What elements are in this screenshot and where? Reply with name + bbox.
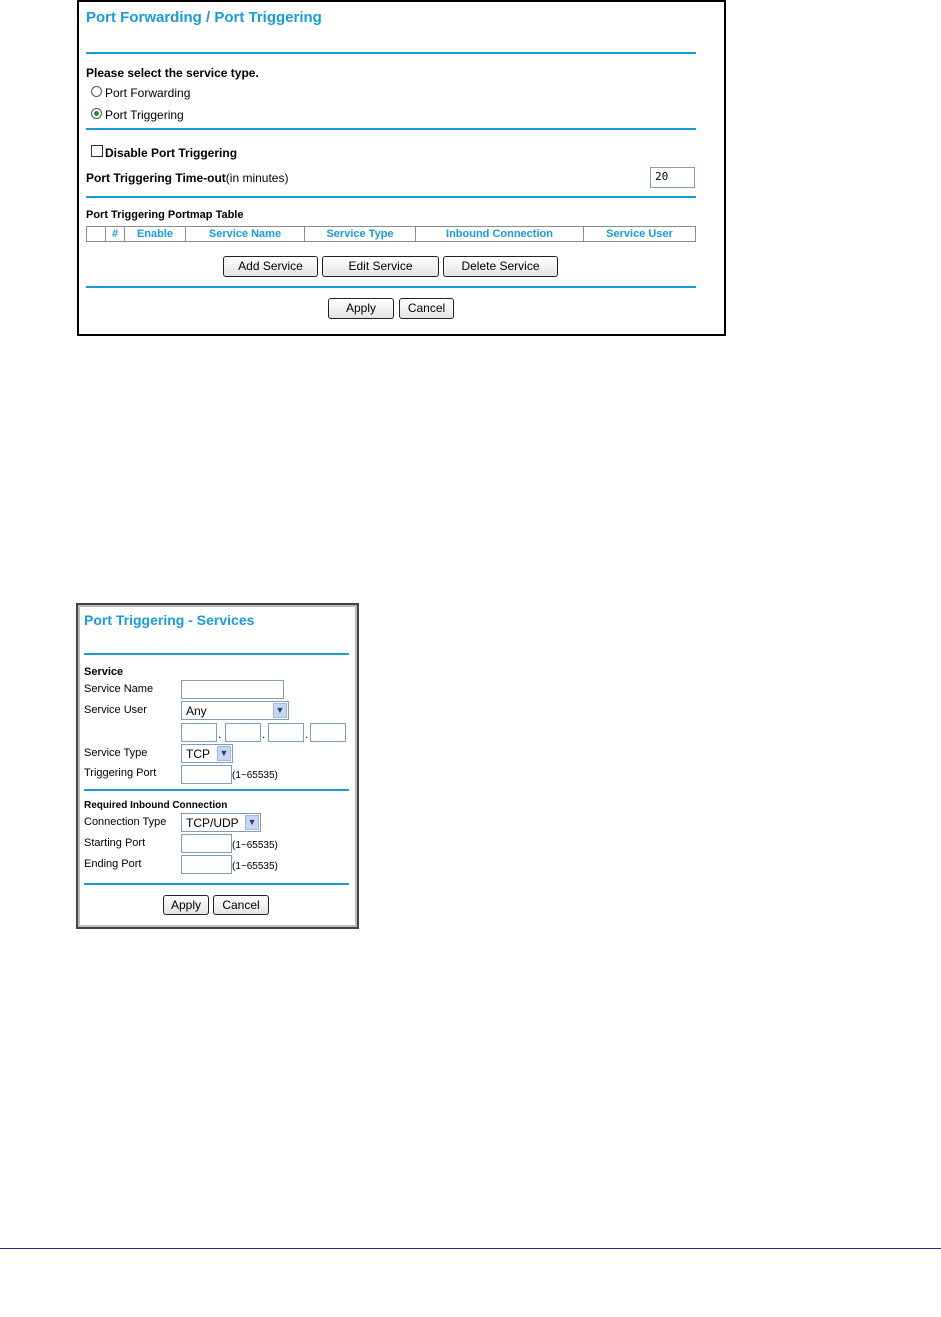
starting-port-input[interactable] [181,834,232,853]
ip-octet-1-input[interactable] [181,723,217,742]
services-cancel-button[interactable]: Cancel [213,895,269,915]
service-name-label: Service Name [84,683,154,695]
chevron-down-icon: ▼ [217,746,231,761]
edit-service-button[interactable]: Edit Service [322,256,439,277]
service-user-label: Service User [84,704,147,716]
port-triggering-label: Port Triggering [105,108,184,122]
timeout-divider [86,196,696,198]
service-type-prompt: Please select the service type. [86,66,259,80]
disable-port-triggering-checkbox[interactable] [91,145,103,157]
connection-type-label: Connection Type [84,816,167,828]
services-title: Port Triggering - Services [84,612,255,628]
ending-port-label: Ending Port [84,858,142,870]
ip-dot-1: . [218,727,222,741]
port-forwarding-label: Port Forwarding [105,86,191,100]
service-user-select[interactable] [181,701,289,720]
cancel-button[interactable]: Cancel [399,298,454,319]
disable-port-triggering-label: Disable Port Triggering [105,146,238,160]
triggering-port-range-hint: (1~65535) [232,770,278,781]
header-service-user: Service User [584,227,696,242]
header-enable: Enable [125,227,186,242]
chevron-down-icon: ▼ [245,815,259,830]
header-service-type: Service Type [305,227,416,242]
port-triggering-radio[interactable] [91,108,102,119]
inbound-section-divider [84,883,349,885]
title-divider [86,52,696,54]
portmap-table-title: Port Triggering Portmap Table [86,209,244,221]
service-name-input[interactable] [181,680,284,699]
buttons-divider [86,286,696,288]
ip-dot-2: . [262,727,266,741]
timeout-label: Port Triggering Time-out [86,171,226,185]
service-section-heading: Service [84,666,124,678]
timeout-input[interactable]: 20 [650,167,695,188]
ip-octet-4-input[interactable] [310,723,346,742]
portmap-table [86,226,696,242]
triggering-port-input[interactable] [181,765,232,784]
ip-dot-3: . [305,727,309,741]
timeout-label-group [86,171,288,185]
inbound-section-heading: Required Inbound Connection [84,800,228,811]
chevron-down-icon: ▼ [273,703,287,718]
add-service-button[interactable]: Add Service [223,256,318,277]
service-section-divider [84,789,349,791]
header-number: # [106,227,125,242]
page-title: Port Forwarding / Port Triggering [86,9,322,26]
services-apply-button[interactable]: Apply [163,895,209,915]
ip-octet-3-input[interactable] [268,723,304,742]
connection-type-value: TCP/UDP [186,816,239,830]
services-title-divider [84,653,349,655]
ending-port-range-hint: (1~65535) [232,861,278,872]
header-inbound-connection: Inbound Connection [416,227,584,242]
service-user-value: Any [186,704,207,718]
triggering-port-label: Triggering Port [84,767,157,779]
port-forwarding-panel [77,0,726,336]
port-forwarding-radio[interactable] [91,86,102,97]
footer-rule [0,1248,941,1249]
portmap-table-header-row [87,227,696,242]
apply-button[interactable]: Apply [328,298,394,319]
service-type-value: TCP [186,747,210,761]
port-triggering-services-panel [76,603,359,929]
ending-port-input[interactable] [181,855,232,874]
delete-service-button[interactable]: Delete Service [443,256,558,277]
connection-type-select[interactable] [181,813,261,832]
starting-port-label: Starting Port [84,837,146,849]
starting-port-range-hint: (1~65535) [232,840,278,851]
options-divider [86,128,696,130]
ip-octet-2-input[interactable] [225,723,261,742]
header-select [87,227,106,242]
timeout-unit: (in minutes) [225,171,289,185]
header-service-name: Service Name [186,227,305,242]
service-type-select[interactable] [181,744,233,763]
service-type-label: Service Type [84,747,148,759]
